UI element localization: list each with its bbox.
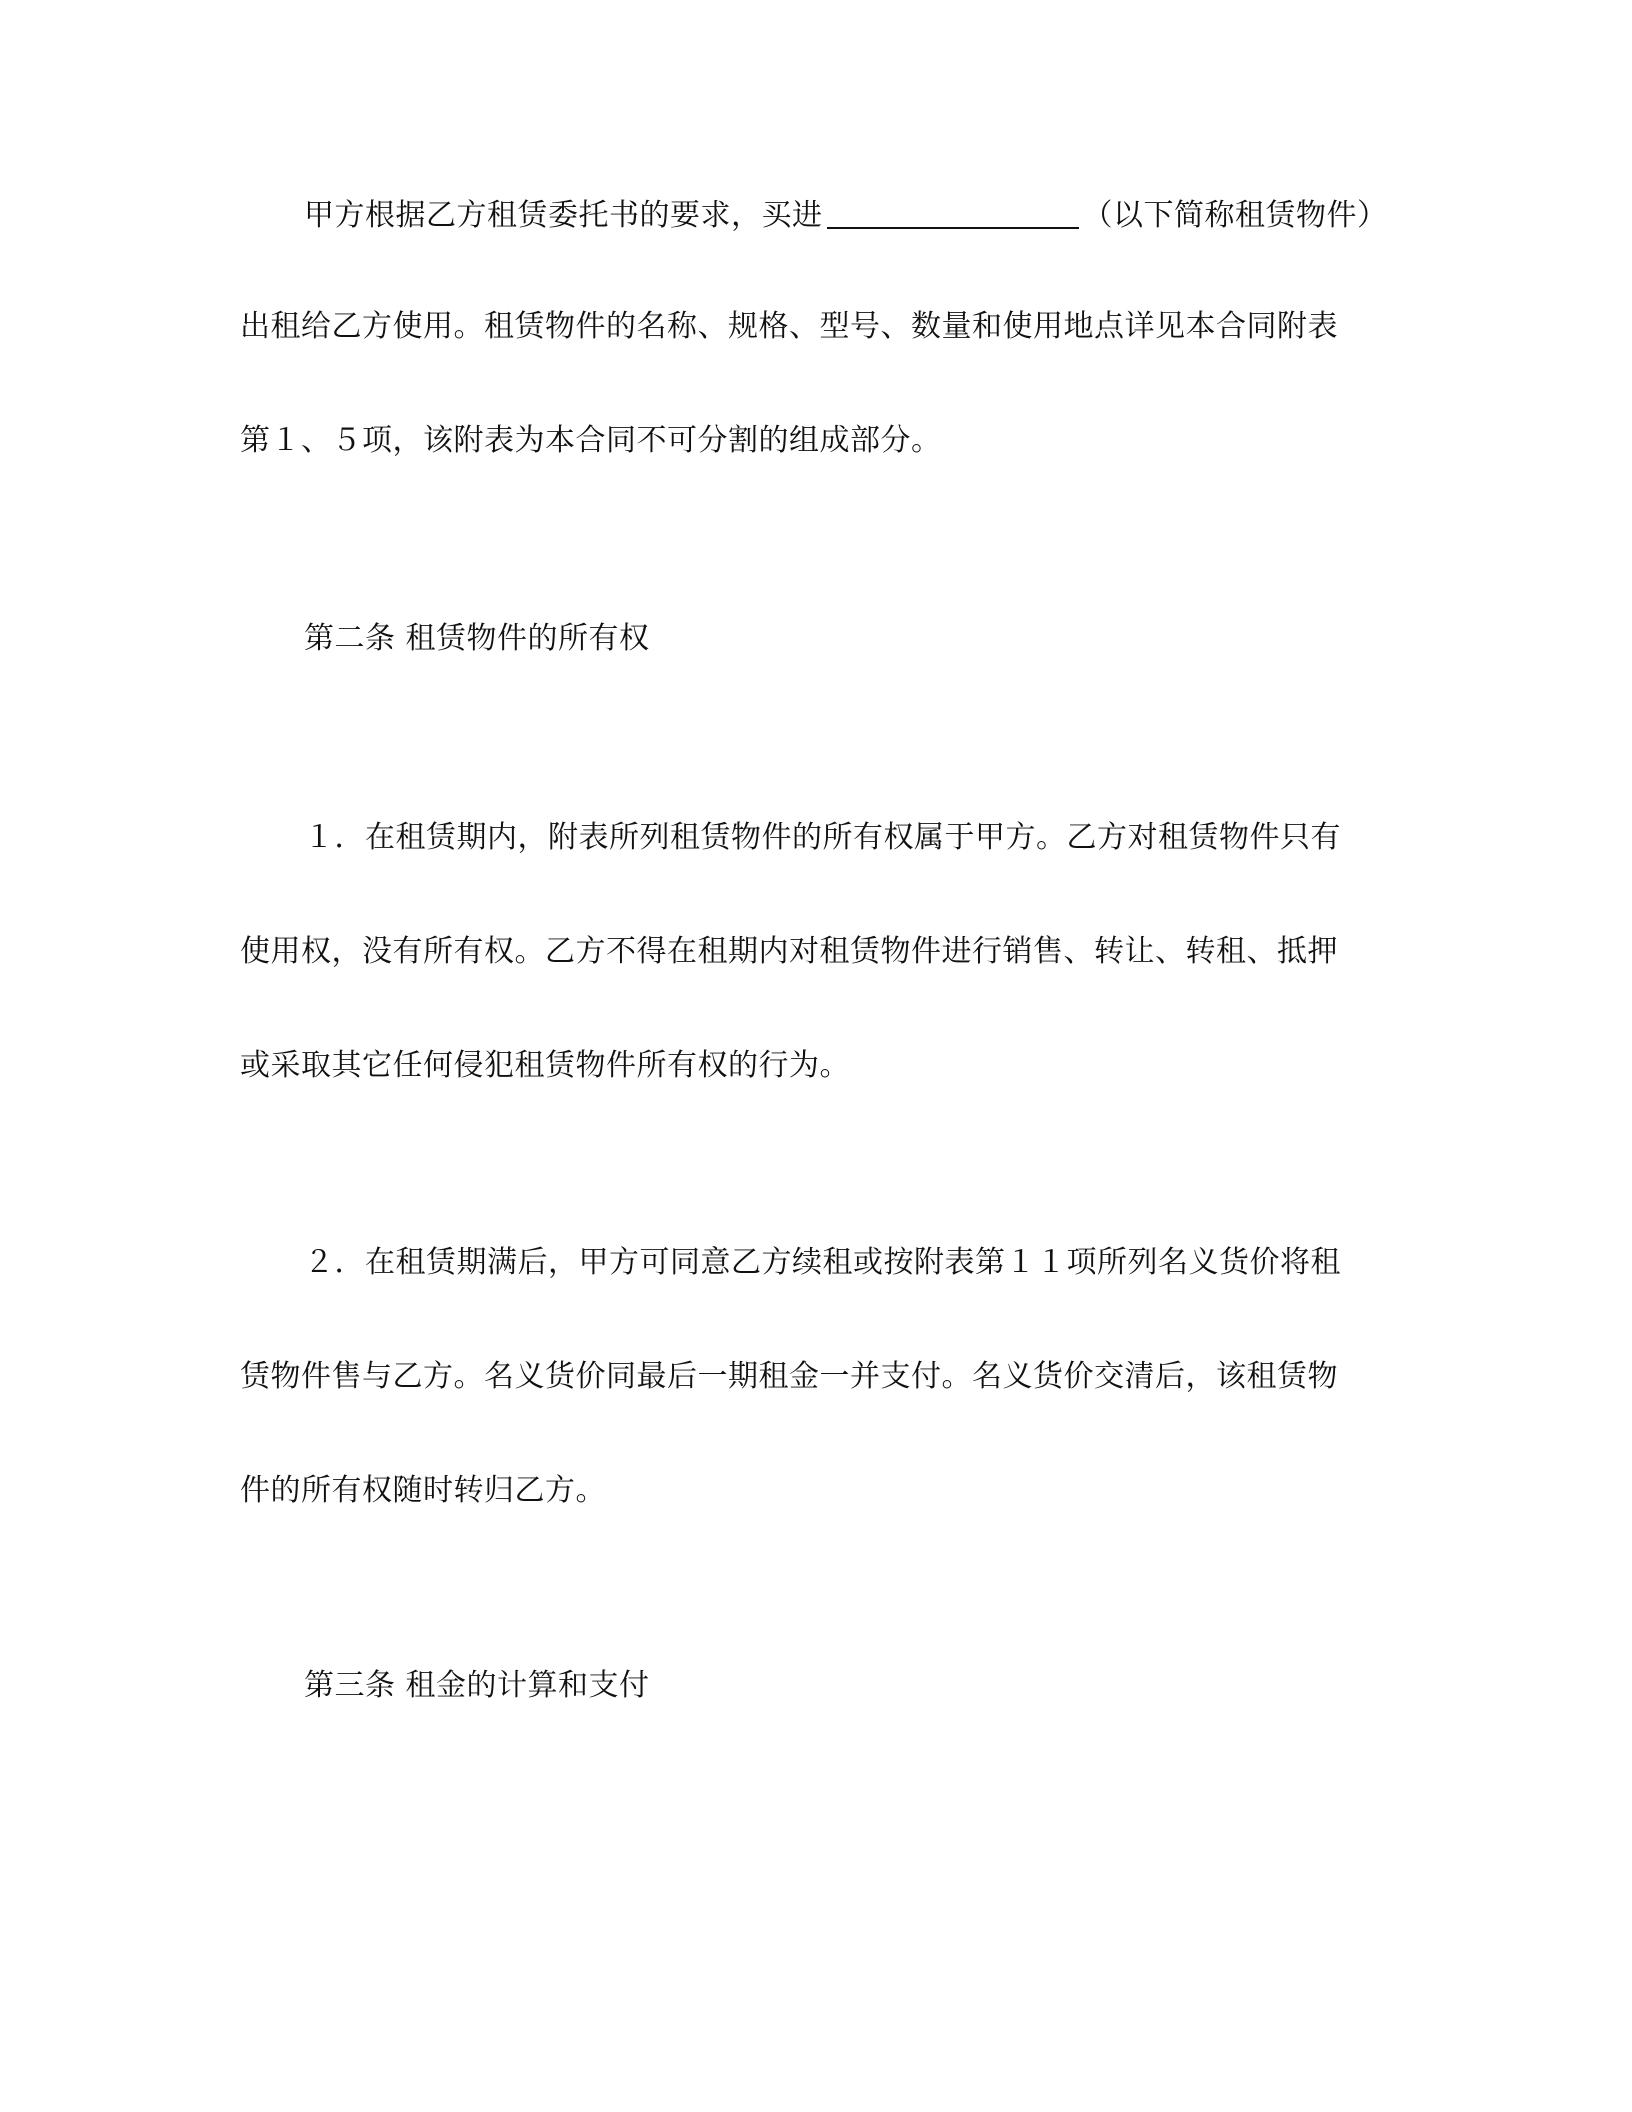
item-blank-field[interactable] [827,193,1079,229]
clause1-line1-after: （以下简称租赁物件） [1082,198,1388,233]
clause1-line1-before: 甲方根据乙方租赁委托书的要求，买进 [304,198,823,233]
article2-item2-line2: 赁物件售与乙方。名义货价同最后一期租金一并支付。名义货价交清后，该租赁物 [240,1359,1338,1394]
article2-heading: 第二条 租赁物件的所有权 [304,621,650,656]
clause1-line1 [304,193,1388,236]
article2-item2-line3: 件的所有权随时转归乙方。 [240,1473,606,1508]
clause1-line2: 出租给乙方使用。租赁物件的名称、规格、型号、数量和使用地点详见本合同附表 [240,309,1338,344]
article2-item1-line2: 使用权，没有所有权。乙方不得在租期内对租赁物件进行销售、转让、转租、抵押 [240,934,1338,969]
clause1-line3: 第１、５项，该附表为本合同不可分割的组成部分。 [240,423,942,458]
article2-item2-line1: ２．在租赁期满后，甲方可同意乙方续租或按附表第１１项所列名义货价将租 [304,1245,1341,1280]
article2-item1-line3: 或采取其它任何侵犯租赁物件所有权的行为。 [240,1048,850,1083]
article2-item1-line1: １．在租赁期内，附表所列租赁物件的所有权属于甲方。乙方对租赁物件只有 [304,820,1341,855]
article3-heading: 第三条 租金的计算和支付 [304,1668,650,1703]
